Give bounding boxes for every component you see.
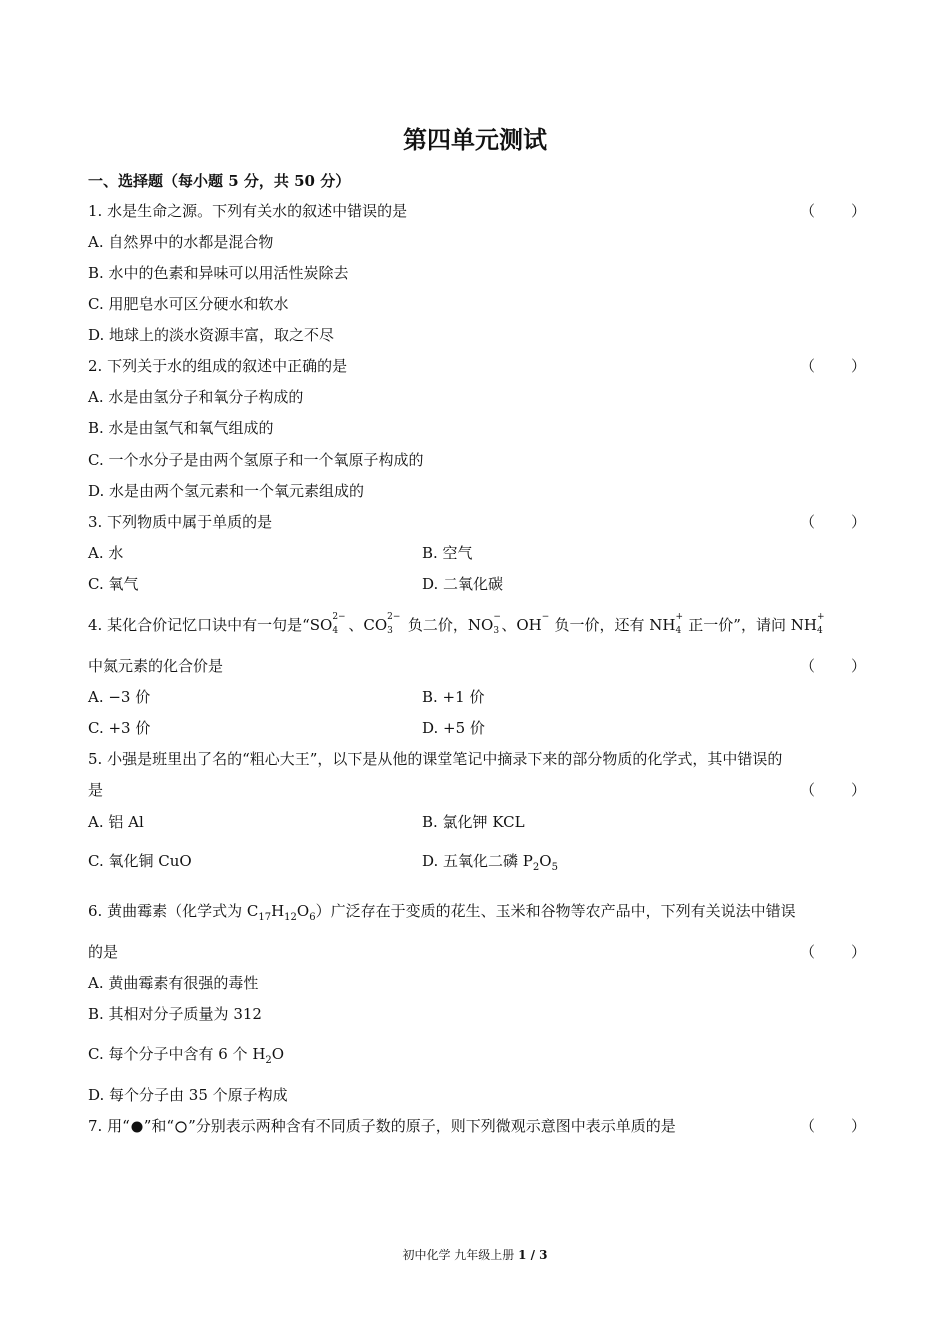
q6-option-d: D. 每个分子由 35 个原子构成	[88, 1086, 288, 1104]
q4-option-b: B. +1 价	[422, 688, 485, 706]
question-7-stem: 7. 用“ ”和“ ”分别表示两种含有不同质子数的原子，则下列微观示意图中表示单质的是	[88, 1117, 676, 1135]
q1-option-c: C. 用肥皂水可区分硬水和软水	[88, 295, 289, 313]
answer-paren: （ ）	[800, 513, 869, 531]
question-4-stem-line2: 中氮元素的化合价是	[88, 657, 224, 675]
answer-paren: （ ）	[800, 1117, 869, 1135]
answer-paren: （ ）	[800, 781, 869, 799]
nitrate-formula: NO − 3	[467, 612, 501, 636]
answer-paren: （ ）	[800, 357, 869, 375]
q6-option-c: C. 每个分子中含有 6 个 $H_2O$	[88, 1045, 285, 1066]
q2-option-c: C. 一个水分子是由两个氢原子和一个氧原子构成的	[88, 451, 424, 469]
q4-option-d: D. +5 价	[422, 719, 485, 737]
answer-paren: （ ）	[800, 657, 869, 675]
page-number: 1 / 3	[518, 1248, 548, 1262]
filled-circle-icon	[130, 1120, 144, 1134]
carbonate-formula: CO 2− 3	[363, 612, 401, 636]
page-footer: 初中化学 九年级上册 1 / 3	[402, 1248, 548, 1262]
q6-option-b: B. 其相对分子质量为 312	[88, 1005, 262, 1023]
q5-option-d: D. 五氧化二磷 $P_2O_5$	[422, 852, 558, 873]
hydroxide-formula: OH −	[516, 612, 550, 634]
q6-option-a: A. 黄曲霉素有很强的毒性	[88, 974, 259, 992]
sulfate-formula: SO 2− 4	[309, 612, 346, 636]
q2-option-d: D. 水是由两个氢元素和一个氧元素组成的	[88, 482, 365, 500]
q1-option-b: B. 水中的色素和异味可以用活性炭除去	[88, 264, 349, 282]
q3-option-a: A. 水	[88, 544, 124, 562]
ammonium-formula: NH + 4	[790, 612, 825, 636]
question-6-stem-line2: 的是	[88, 943, 119, 961]
q4-option-c: C. +3 价	[88, 719, 151, 737]
question-6-stem: 6. 黄曲霉素（化学式为 $C_{17}H_{12}O_6$）广泛存在于变质的花生、玉米和谷物等农产品中，下列有关说法中错误	[88, 902, 796, 923]
answer-paren: （ ）	[800, 202, 869, 220]
ammonium-formula: NH + 4	[649, 612, 684, 636]
q4-option-a: A. −3 价	[88, 688, 151, 706]
q2-option-b: B. 水是由氢气和氧气组成的	[88, 419, 274, 437]
question-5-stem: 5. 小强是班里出了名的“粗心大王”，以下是从他的课堂笔记中摘录下来的部分物质的化学式，其中错误的	[88, 750, 783, 768]
q1-option-d: D. 地球上的淡水资源丰富，取之不尽	[88, 326, 335, 344]
section-heading: 一、选择题（每小题 5 分，共 50 分）	[88, 172, 351, 190]
question-4-stem: 4. 某化合价记忆口诀中有一句是“SO 2− 4 、CO 2− 3 负二价，NO − 3 、OH − 负一价，还有 NH + 4 正一价”，请问 NH + 4	[88, 612, 825, 636]
q5-option-b: B. 氯化钾 KCL	[422, 813, 525, 831]
question-2-stem: 2. 下列关于水的组成的叙述中正确的是	[88, 357, 348, 375]
q1-option-a: A. 自然界中的水都是混合物	[88, 233, 274, 251]
question-1-stem: 1. 水是生命之源。下列有关水的叙述中错误的是	[88, 202, 408, 220]
q3-option-b: B. 空气	[422, 544, 473, 562]
page-title: 第四单元测试	[403, 125, 547, 154]
answer-paren: （ ）	[800, 943, 869, 961]
q5-option-c: C. 氧化铜 CuO	[88, 852, 192, 870]
q3-option-d: D. 二氧化碳	[422, 575, 504, 593]
question-3-stem: 3. 下列物质中属于单质的是	[88, 513, 273, 531]
question-5-stem-line2: 是	[88, 781, 104, 799]
q3-option-c: C. 氧气	[88, 575, 139, 593]
q5-option-a: A. 铝 Al	[88, 813, 144, 831]
hollow-circle-icon	[174, 1120, 188, 1134]
q2-option-a: A. 水是由氢分子和氧分子构成的	[88, 388, 304, 406]
